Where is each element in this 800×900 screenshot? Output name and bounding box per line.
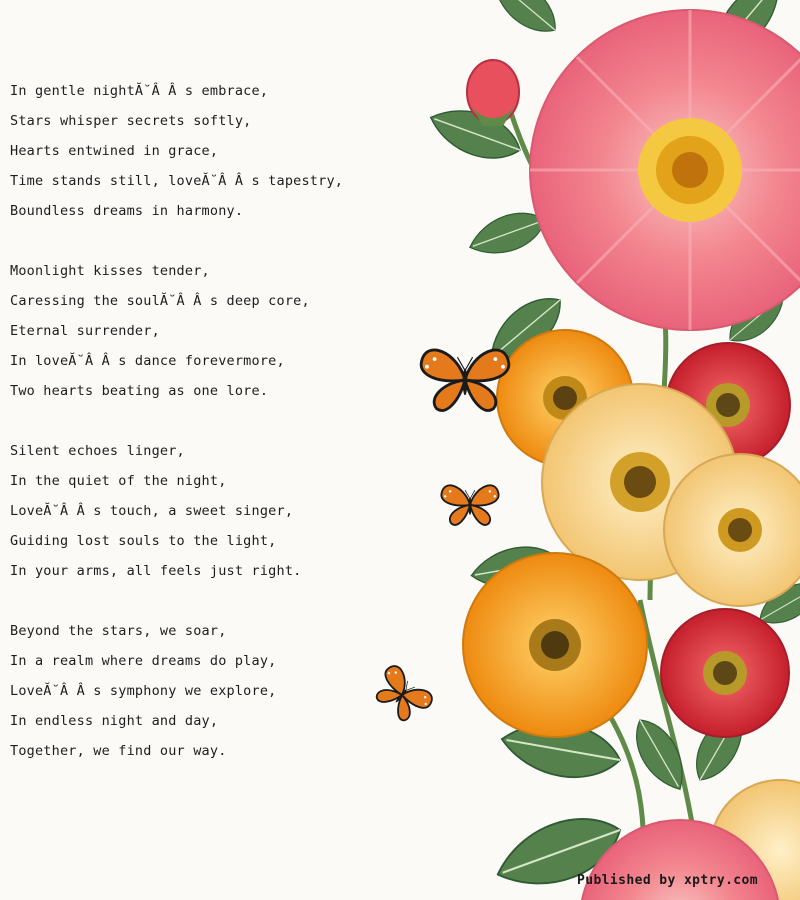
poem-stanza	[10, 76, 450, 226]
poem-line: Time stands still, loveĂ˘Â Â s tapestry,	[10, 173, 344, 189]
poem-line: LoveĂ˘Â Â s symphony we explore,	[10, 683, 277, 699]
poem-line: In the quiet of the night,	[10, 473, 227, 489]
poem-line: In endless night and day,	[10, 713, 219, 729]
poem-line: Boundless dreams in harmony.	[10, 203, 244, 219]
poem-line: Guiding lost souls to the light,	[10, 533, 277, 549]
orange-flower-icon	[463, 553, 647, 737]
bud-icon	[467, 60, 519, 126]
poem-line: In gentle nightĂ˘Â Â s embrace,	[10, 83, 269, 99]
poem-stanza	[10, 256, 450, 406]
poem-line: Caressing the soulĂ˘Â Â s deep core,	[10, 293, 310, 309]
poem-line: Silent echoes linger,	[10, 443, 185, 459]
pink-flower-icon	[530, 10, 800, 330]
poem-stanza	[10, 436, 450, 586]
poem-line: LoveĂ˘Â Â s touch, a sweet singer,	[10, 503, 294, 519]
poem-line: Eternal surrender,	[10, 323, 160, 339]
poem-line: Beyond the stars, we soar,	[10, 623, 227, 639]
poem	[10, 76, 450, 796]
poem-line: Hearts entwined in grace,	[10, 143, 219, 159]
poem-stanza	[10, 616, 450, 766]
poem-line: In your arms, all feels just right.	[10, 563, 302, 579]
poem-line: Moonlight kisses tender,	[10, 263, 210, 279]
poem-line: In loveĂ˘Â Â s dance forevermore,	[10, 353, 285, 369]
poem-line: Two hearts beating as one lore.	[10, 383, 269, 399]
cream-flower-icon	[664, 454, 800, 606]
publisher-credit: Published by xptry.com	[577, 873, 758, 888]
poem-line: Stars whisper secrets softly,	[10, 113, 252, 129]
poem-line: In a realm where dreams do play,	[10, 653, 277, 669]
poem-line: Together, we find our way.	[10, 743, 227, 759]
red-flower-icon	[661, 609, 789, 737]
